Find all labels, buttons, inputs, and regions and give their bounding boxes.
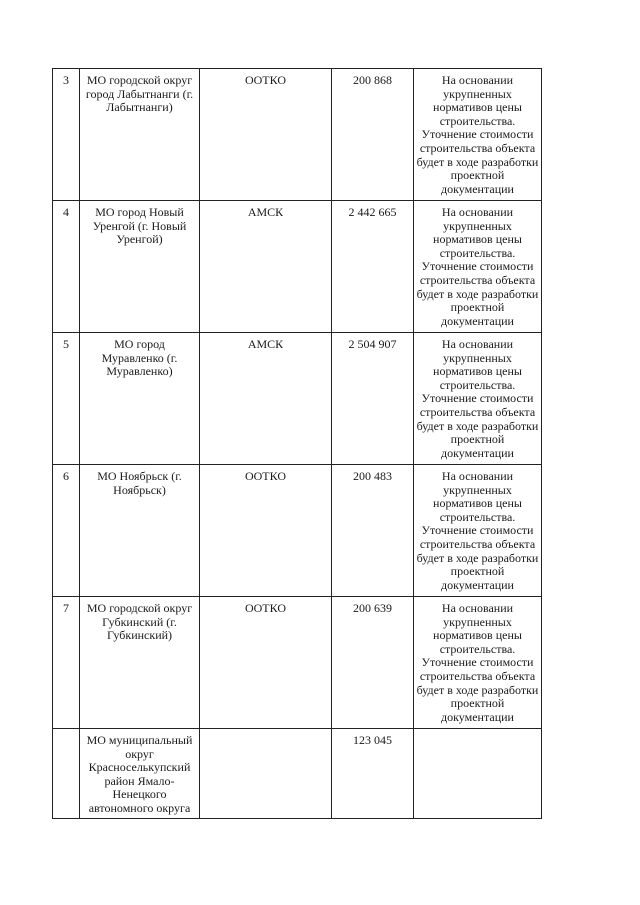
row-number — [53, 729, 80, 819]
municipality-cell: МО муниципальный округ Красноселькупский район Ямало-Ненецкого автономного округа — [80, 729, 200, 819]
object-type-cell: ООТКО — [200, 69, 332, 201]
cost-cell: 123 045 — [332, 729, 414, 819]
cost-cell: 200 483 — [332, 465, 414, 597]
basis-cell: На основании укрупненных нормативов цены строительства. Уточнение стоимости строительства объекта будет в ходе разработки проектной документации — [414, 69, 542, 201]
cost-cell: 2 442 665 — [332, 201, 414, 333]
basis-cell: На основании укрупненных нормативов цены строительства. Уточнение стоимости строительства объекта будет в ходе разработки проектной документации — [414, 333, 542, 465]
table-row — [53, 333, 542, 465]
row-number: 4 — [53, 201, 80, 333]
municipality-cell: МО Ноябрьск (г. Ноябрьск) — [80, 465, 200, 597]
basis-cell: На основании укрупненных нормативов цены строительства. Уточнение стоимости строительства объекта будет в ходе разработки проектной документации — [414, 465, 542, 597]
table-row — [53, 597, 542, 729]
basis-cell: На основании укрупненных нормативов цены строительства. Уточнение стоимости строительства объекта будет в ходе разработки проектной документации — [414, 201, 542, 333]
basis-cell: На основании укрупненных нормативов цены строительства. Уточнение стоимости строительства объекта будет в ходе разработки проектной документации — [414, 597, 542, 729]
table-row — [53, 69, 542, 201]
object-type-cell — [200, 729, 332, 819]
table-row — [53, 201, 542, 333]
row-number: 7 — [53, 597, 80, 729]
cost-cell: 2 504 907 — [332, 333, 414, 465]
object-type-cell: АМСК — [200, 201, 332, 333]
table-row — [53, 465, 542, 597]
costs-table — [52, 68, 542, 819]
municipality-cell: МО городской округ город Лабытнанги (г. Лабытнанги) — [80, 69, 200, 201]
municipality-cell: МО городской округ Губкинский (г. Губкинский) — [80, 597, 200, 729]
row-number: 3 — [53, 69, 80, 201]
row-number: 6 — [53, 465, 80, 597]
cost-cell: 200 868 — [332, 69, 414, 201]
object-type-cell: ООТКО — [200, 597, 332, 729]
cost-cell: 200 639 — [332, 597, 414, 729]
row-number: 5 — [53, 333, 80, 465]
municipality-cell: МО город Новый Уренгой (г. Новый Уренгой) — [80, 201, 200, 333]
municipality-cell: МО город Муравленко (г. Муравленко) — [80, 333, 200, 465]
object-type-cell: ООТКО — [200, 465, 332, 597]
table-row — [53, 729, 542, 819]
object-type-cell: АМСК — [200, 333, 332, 465]
basis-cell — [414, 729, 542, 819]
